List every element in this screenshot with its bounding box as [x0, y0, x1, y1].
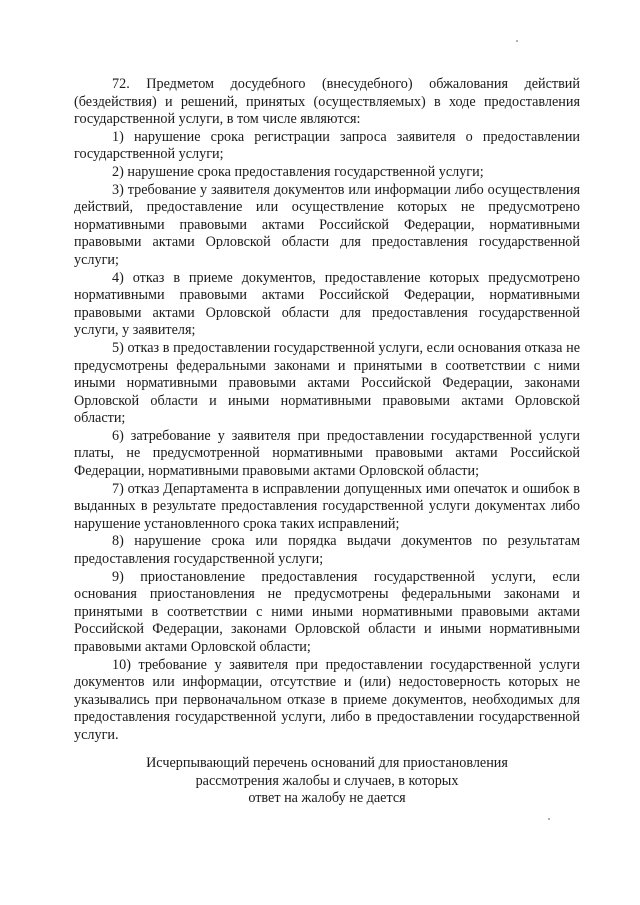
list-item-4: 4) отказ в приеме документов, предоставление которых предусмотрено нормативными правовыми актами Российской Федерации, нормативными правовыми актами Орловской области для предоставления государственной услуги, у заявителя;	[74, 269, 580, 339]
section-heading-line-3: ответ на жалобу не дается	[248, 790, 406, 807]
scan-speck	[548, 818, 550, 820]
list-item-10: 10) требование у заявителя при предоставлении государственной услуги документов или информации, отсутствие и (или) недостоверность которых не указывались при первоначальном отказе в приеме документов, необходимых для предоставления государственной услуги, либо в предоставлении государственной услуги.	[74, 656, 580, 743]
section-heading-line-1: Исчерпывающий перечень оснований для приостановления	[146, 755, 508, 771]
section-heading-line-2: рассмотрения жалобы и случаев, в которых	[195, 772, 459, 789]
list-item-1: 1) нарушение срока регистрации запроса заявителя о предоставлении государственной услуги;	[74, 128, 580, 163]
list-item-5: 5) отказ в предоставлении государственной услуги, если основания отказа не предусмотрены федеральными законами и принятыми в соответствии с ними иными нормативными правовыми актами Российской Федерации, законами Орловской области и иными нормативными правовыми актами Орловской области;	[74, 339, 580, 427]
section-heading	[74, 755, 580, 808]
list-item-7: 7) отказ Департамента в исправлении допущенных ими опечаток и ошибок в выданных в результате предоставления государственной услуги документах либо нарушение установленного срока таких исправлений;	[74, 480, 580, 532]
paragraph-72: 72. Предметом досудебного (внесудебного) обжалования действий (бездействия) и решений, принятых (осуществляемых) в ходе предоставления государственной услуги, в том числе являются:	[74, 76, 580, 128]
list-item-8: 8) нарушение срока или порядка выдачи документов по результатам предоставления государственной услуги;	[74, 533, 580, 568]
list-item-6: 6) затребование у заявителя при предоставлении государственной услуги платы, не предусмотренной нормативными правовыми актами Российской Федерации, нормативными правовыми актами Орловской области;	[74, 427, 580, 480]
document-body	[74, 76, 580, 745]
list-item-9: 9) приостановление предоставления государственной услуги, если основания приостановления не предусмотрены федеральными законами и принятыми в соответствии с ними иными нормативными правовыми актами Российской Федерации, законами Орловской области и иными нормативными правовыми актами Орловской области;	[74, 568, 580, 655]
list-item-2: 2) нарушение срока предоставления государственной услуги;	[112, 163, 484, 180]
list-item-3: 3) требование у заявителя документов или информации либо осуществления действий, предоставление или осуществление которых не предусмотрено нормативными правовыми актами Российской Федерации, нормативными правовыми актами Орловской области для предоставления государственной услуги;	[74, 181, 580, 268]
scan-speck	[516, 40, 518, 42]
